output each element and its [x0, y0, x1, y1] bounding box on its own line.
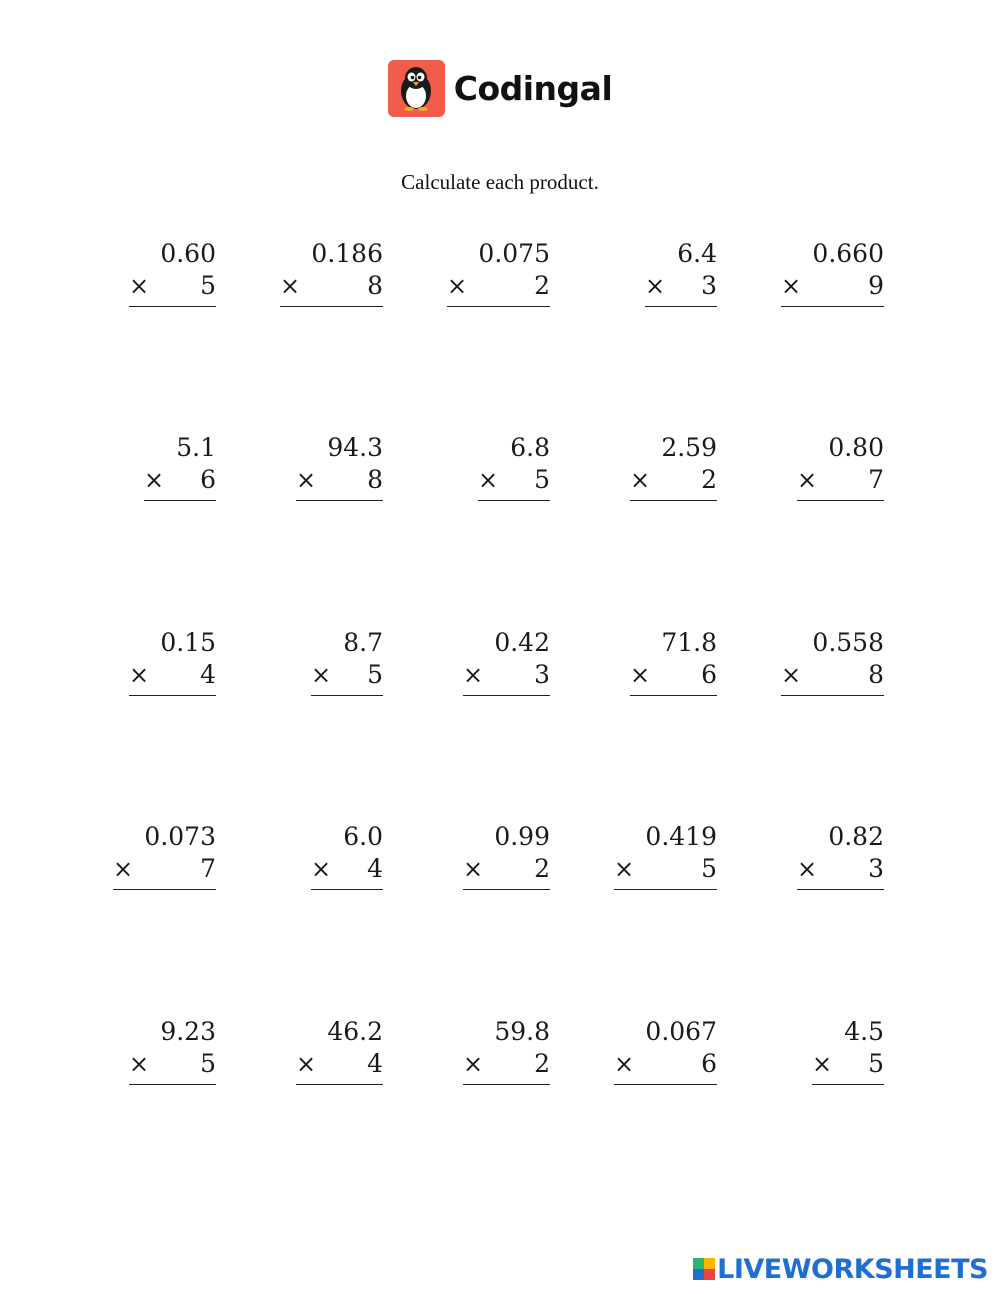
multiplicand: 0.186	[311, 239, 383, 268]
multiply-sign: ×	[311, 661, 332, 689]
problem-3-3	[390, 627, 550, 693]
multiplier: 2	[701, 465, 717, 494]
answer-line	[781, 306, 884, 307]
answer-line	[129, 695, 216, 696]
problem-1-1	[56, 238, 216, 304]
footer-text: LIVEWORKSHEETS	[717, 1253, 988, 1285]
multiplicand: 0.99	[494, 822, 550, 851]
answer-line	[311, 695, 383, 696]
multiplicand: 0.419	[645, 822, 717, 851]
multiply-sign: ×	[614, 855, 635, 883]
answer-line	[113, 889, 216, 890]
answer-line	[781, 695, 884, 696]
multiplier: 7	[868, 465, 884, 494]
multiplicand: 0.82	[828, 822, 884, 851]
problem-1-4	[557, 238, 717, 304]
multiplier: 6	[701, 660, 717, 689]
multiply-sign: ×	[630, 661, 651, 689]
multiply-sign: ×	[296, 1050, 317, 1078]
answer-line	[797, 500, 884, 501]
answer-line	[812, 1084, 884, 1085]
multiplier: 4	[200, 660, 216, 689]
problem-4-2	[223, 821, 383, 887]
multiplier: 2	[534, 854, 550, 883]
answer-line	[129, 306, 216, 307]
problem-4-1	[56, 821, 216, 887]
multiplier: 4	[367, 854, 383, 883]
multiplier: 8	[367, 465, 383, 494]
multiplicand: 0.075	[478, 239, 550, 268]
multiplicand: 59.8	[494, 1017, 550, 1046]
problem-1-2	[223, 238, 383, 304]
answer-line	[463, 695, 550, 696]
multiplicand: 8.7	[343, 628, 383, 657]
problem-1-5	[724, 238, 884, 304]
multiply-sign: ×	[797, 855, 818, 883]
multiply-sign: ×	[129, 661, 150, 689]
multiplicand: 0.15	[160, 628, 216, 657]
multiply-sign: ×	[129, 1050, 150, 1078]
problem-2-1	[56, 432, 216, 498]
multiplicand: 6.8	[510, 433, 550, 462]
multiplicand: 6.4	[677, 239, 717, 268]
multiplicand: 2.59	[661, 433, 717, 462]
multiply-sign: ×	[296, 466, 317, 494]
multiply-sign: ×	[630, 466, 651, 494]
answer-line	[645, 306, 717, 307]
multiply-sign: ×	[645, 272, 666, 300]
multiplier: 9	[868, 271, 884, 300]
problem-3-2	[223, 627, 383, 693]
problem-1-3	[390, 238, 550, 304]
liveworksheets-logo-icon	[693, 1258, 715, 1280]
multiplier: 5	[200, 271, 216, 300]
multiplicand: 0.660	[812, 239, 884, 268]
multiplier: 5	[868, 1049, 884, 1078]
multiply-sign: ×	[144, 466, 165, 494]
multiplier: 5	[534, 465, 550, 494]
multiplier: 2	[534, 271, 550, 300]
brand-name: Codingal	[453, 68, 613, 108]
problem-5-2	[223, 1016, 383, 1082]
problem-2-3	[390, 432, 550, 498]
multiply-sign: ×	[463, 1050, 484, 1078]
answer-line	[280, 306, 383, 307]
problem-3-4	[557, 627, 717, 693]
answer-line	[614, 889, 717, 890]
multiplicand: 0.80	[828, 433, 884, 462]
instruction-text: Calculate each product.	[401, 170, 599, 194]
multiply-sign: ×	[781, 272, 802, 300]
answer-line	[447, 306, 550, 307]
problem-2-5	[724, 432, 884, 498]
multiplier: 5	[200, 1049, 216, 1078]
problem-2-2	[223, 432, 383, 498]
multiplicand: 94.3	[327, 433, 383, 462]
problem-5-5	[724, 1016, 884, 1082]
multiply-sign: ×	[463, 855, 484, 883]
multiplier: 8	[367, 271, 383, 300]
multiplier: 3	[534, 660, 550, 689]
answer-line	[296, 1084, 383, 1085]
multiplicand: 0.42	[494, 628, 550, 657]
multiplicand: 46.2	[327, 1017, 383, 1046]
multiply-sign: ×	[447, 272, 468, 300]
problem-4-5	[724, 821, 884, 887]
answer-line	[311, 889, 383, 890]
multiplicand: 0.558	[812, 628, 884, 657]
answer-line	[630, 500, 717, 501]
answer-line	[296, 500, 383, 501]
multiplicand: 0.073	[144, 822, 216, 851]
multiplicand: 5.1	[176, 433, 216, 462]
multiplier: 8	[868, 660, 884, 689]
multiply-sign: ×	[614, 1050, 635, 1078]
multiplier: 4	[367, 1049, 383, 1078]
multiplier: 5	[367, 660, 383, 689]
multiply-sign: ×	[478, 466, 499, 494]
answer-line	[630, 695, 717, 696]
problem-3-1	[56, 627, 216, 693]
multiply-sign: ×	[781, 661, 802, 689]
multiply-sign: ×	[113, 855, 134, 883]
multiply-sign: ×	[797, 466, 818, 494]
multiplicand: 4.5	[844, 1017, 884, 1046]
problem-4-3	[390, 821, 550, 887]
multiply-sign: ×	[129, 272, 150, 300]
multiplier: 7	[200, 854, 216, 883]
answer-line	[478, 500, 550, 501]
multiplier: 2	[534, 1049, 550, 1078]
multiplicand: 6.0	[343, 822, 383, 851]
multiplicand: 0.60	[160, 239, 216, 268]
problem-5-1	[56, 1016, 216, 1082]
answer-line	[797, 889, 884, 890]
problem-5-3	[390, 1016, 550, 1082]
multiplier: 5	[701, 854, 717, 883]
answer-line	[463, 1084, 550, 1085]
multiply-sign: ×	[812, 1050, 833, 1078]
multiplier: 3	[701, 271, 717, 300]
multiply-sign: ×	[280, 272, 301, 300]
answer-line	[463, 889, 550, 890]
problem-4-4	[557, 821, 717, 887]
multiplier: 6	[701, 1049, 717, 1078]
multiply-sign: ×	[463, 661, 484, 689]
problem-3-5	[724, 627, 884, 693]
multiplier: 3	[868, 854, 884, 883]
answer-line	[614, 1084, 717, 1085]
footer-brand	[693, 1254, 988, 1284]
multiplicand: 9.23	[160, 1017, 216, 1046]
multiplicand: 71.8	[661, 628, 717, 657]
multiplicand: 0.067	[645, 1017, 717, 1046]
multiplier: 6	[200, 465, 216, 494]
problem-2-4	[557, 432, 717, 498]
multiply-sign: ×	[311, 855, 332, 883]
answer-line	[144, 500, 216, 501]
answer-line	[129, 1084, 216, 1085]
problem-5-4	[557, 1016, 717, 1082]
